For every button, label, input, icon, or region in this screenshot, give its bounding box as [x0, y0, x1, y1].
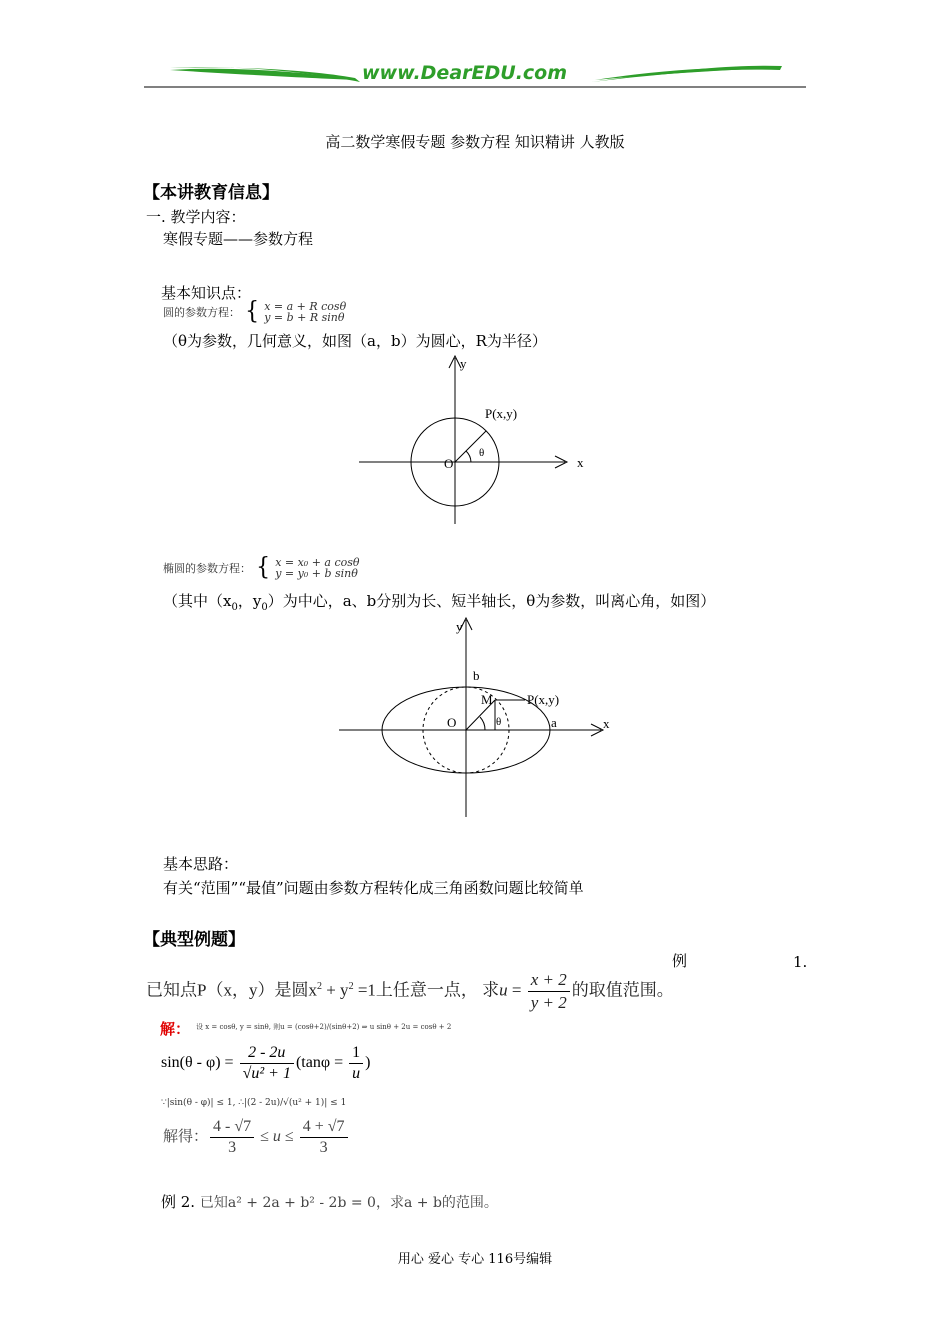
solution-step3: ∵|sin(θ - φ)| ≤ 1, ∴|(2 - 2u)/√(u² + 1)| ≤ 1 — [161, 1098, 347, 1108]
x-axis-label: x — [577, 455, 584, 470]
circle-equation: 圆的参数方程： { x = a + R cosθ y = b + R sinθ — [163, 297, 347, 326]
circle-eq-label: 圆的参数方程： — [163, 306, 240, 319]
point-label: P(x,y) — [527, 692, 560, 707]
y-axis-label: y — [456, 619, 463, 634]
ellipse-eq-y: y = y₀ + b sinθ — [275, 567, 358, 580]
footer-text: 用心 爱心 专心 116号编辑 — [397, 1252, 553, 1267]
angle-arc — [466, 451, 471, 462]
circle-eq-y: y = b + R sinθ — [264, 311, 345, 324]
solution-step2: sin(θ - φ) = $\frac{2 - 2u}{\text{√u² + 1}}$ (tanφ = $\frac{1}{u}$ ) — [161, 1044, 371, 1082]
y-axis-label: y — [460, 356, 467, 371]
ellipse-note: （其中（$x_0$，$y_0$）为中心，a、b分别为长、短半轴长，θ为参数，叫离心角，如图） — [163, 592, 716, 613]
circle-figure — [355, 352, 605, 527]
example1-statement: 已知点P（x，y）是圆$x^2 + y^2 =1$上任意一点， 求u = $\frac{x + 2}{y + 2}$ 的取值范围。 — [146, 970, 674, 1012]
a-label: a — [551, 715, 557, 730]
b-label: b — [473, 668, 480, 683]
thinking-text: 有关“范围”“最值”问题由参数方程转化成三角函数问题比较简单 — [163, 879, 584, 897]
ellipse-eq-x: x = x₀ + a cosθ — [275, 556, 360, 569]
section-heading-examples: 【典型例题】 — [143, 930, 245, 950]
example1-number: 1. — [793, 953, 808, 971]
thinking-label: 基本思路： — [163, 855, 239, 873]
logo-text: www.DearEDU.com — [362, 62, 568, 84]
point-label: P(x,y) — [485, 406, 518, 421]
x-axis-label: x — [603, 716, 610, 731]
angle-label: θ — [496, 716, 502, 728]
origin-label: O — [444, 456, 454, 471]
origin-label: O — [447, 715, 457, 730]
section-item-content: 一. 教学内容： — [146, 208, 246, 226]
ellipse-figure — [335, 612, 625, 822]
solution-result: 解得： $\frac{4 - √7}{3}$ ≤ u ≤ $\frac{4 + √7}{3}$ — [163, 1118, 350, 1157]
m-label: M — [481, 692, 493, 707]
circle-eq-x: x = a + R cosθ — [264, 300, 347, 313]
solution-label: 解： — [160, 1020, 191, 1038]
angle-arc — [480, 717, 485, 730]
example1-label: 例 — [672, 952, 688, 970]
topic-text: 寒假专题——参数方程 — [163, 230, 314, 248]
example2: 例 2. 已知a² + 2a + b² - 2b = 0，求a + b的范围。 — [161, 1193, 498, 1211]
section-heading-info: 【本讲教育信息】 — [143, 183, 279, 203]
knowledge-label: 基本知识点： — [161, 284, 252, 302]
header-logo — [140, 58, 810, 94]
solution-step1: 设 x = cosθ, y = sinθ, 则u = (cosθ+2)/(sinθ+2) ⇒ u sinθ + 2u = cosθ + 2 — [196, 1023, 452, 1031]
circle-note: （θ为参数，几何意义，如图（a，b）为圆心，R为半径） — [163, 332, 547, 350]
ellipse-eq-label: 椭圆的参数方程： — [163, 562, 251, 575]
document-title: 高二数学寒假专题 参数方程 知识精讲 人教版 — [325, 133, 625, 151]
example1-fraction: $\frac{x + 2}{y + 2}$ — [528, 970, 570, 1013]
ellipse-equation: 椭圆的参数方程： { x = x₀ + a cosθ y = y₀ + b sinθ — [163, 553, 360, 582]
angle-label: θ — [479, 447, 485, 459]
